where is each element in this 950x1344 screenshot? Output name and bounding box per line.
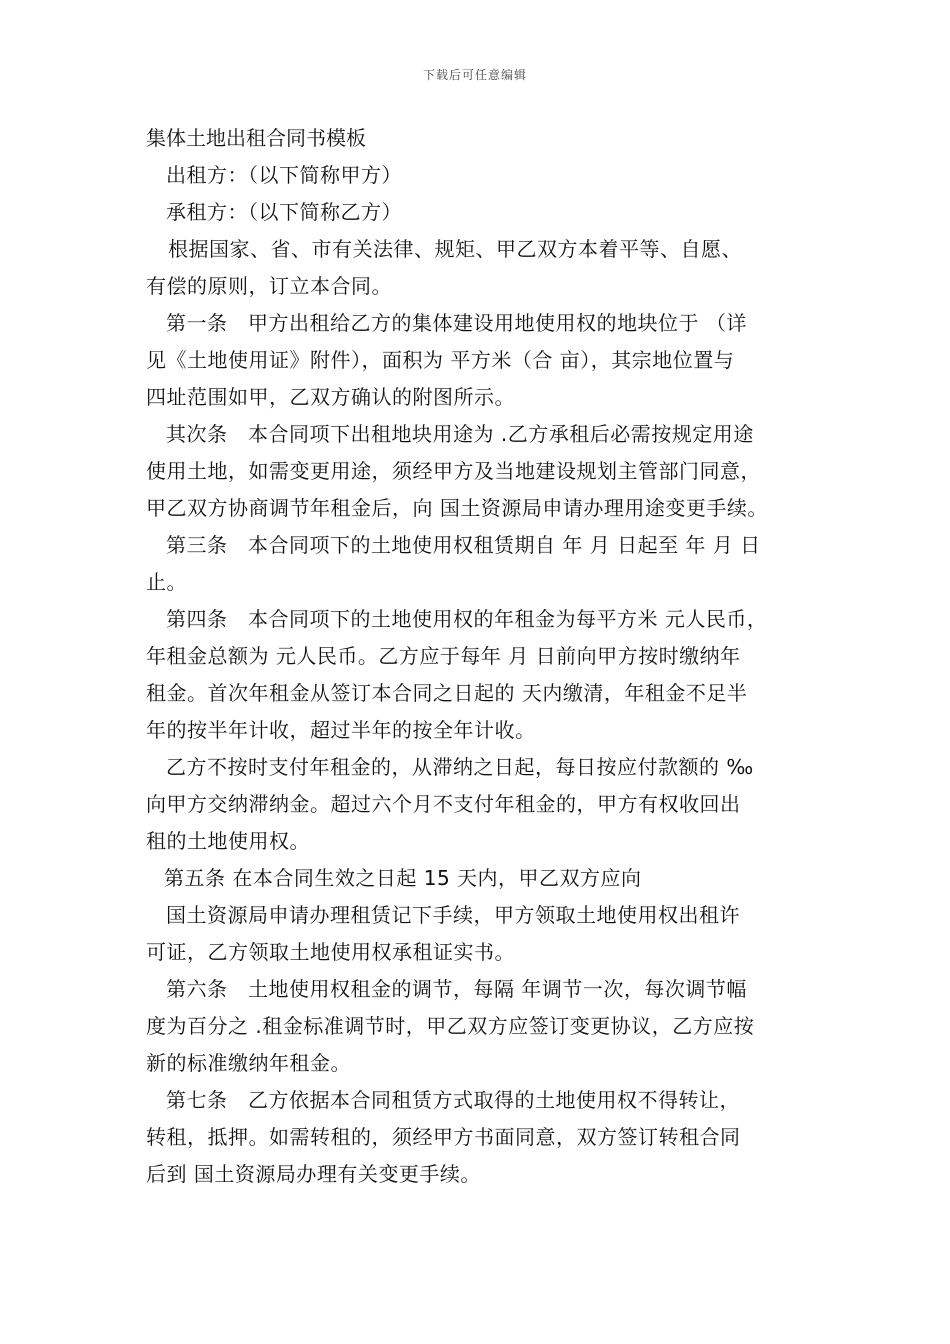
article-6-line: 度为百分之 .租金标准调节时，甲乙双方应签订变更协议，乙方应按 — [146, 1014, 755, 1038]
article-2-line: 使用土地，如需变更用途，须经甲方及当地建设规划主管部门同意， — [146, 459, 761, 483]
article-5-line: 可证，乙方领取土地使用权承租证实书。 — [146, 940, 515, 964]
article-4-line: 租金。首次年租金从签订本合同之日起的 天内缴清，年租金不足半 — [146, 681, 748, 705]
document-title: 集体土地出租合同书模板 — [146, 126, 366, 150]
article-3-line: 第三条 本合同项下的土地使用权租赁期自 年 月 日起至 年 月 日 — [166, 533, 761, 557]
article-5-line: 第五条 在本合同生效之日起 15 天内，甲乙双方应向 — [164, 866, 642, 890]
article-4-line: 年的按半年计收，超过半年的按全年计收。 — [146, 718, 536, 742]
penalty-line: 乙方不按时支付年租金的，从滞纳之日起，每日按应付款额的 ‰ — [166, 755, 754, 779]
lessee-line: 承租方：（以下简称乙方） — [166, 200, 402, 224]
article-1-line: 见《土地使用证》附件），面积为 平方米（合 亩），其宗地位置与 — [146, 348, 735, 372]
article-3-line: 止。 — [146, 570, 187, 594]
document-body — [146, 120, 816, 1193]
article-2-line: 其次条 本合同项下出租地块用途为 .乙方承租后必需按规定用途 — [166, 422, 754, 446]
article-5-line: 国土资源局申请办理租赁记下手续，甲方领取土地使用权出租许 — [166, 903, 740, 927]
paragraph-line: 有偿的原则，订立本合同。 — [146, 274, 392, 298]
article-4-line: 第四条 本合同项下的土地使用权的年租金为每平方米 元人民币， — [166, 607, 768, 631]
article-7-line: 后到 国土资源局办理有关变更手续。 — [146, 1162, 481, 1186]
article-7-line: 第七条 乙方依据本合同租赁方式取得的土地使用权不得转让， — [166, 1088, 740, 1112]
penalty-line: 向甲方交纳滞纳金。超过六个月不支付年租金的，甲方有权收回出 — [146, 792, 741, 816]
article-4-line: 年租金总额为 元人民币。乙方应于每年 月 日前向甲方按时缴纳年 — [146, 644, 741, 668]
article-7-line: 转租，抵押。如需转租的，须经甲方书面同意，双方签订转租合同 — [146, 1125, 741, 1149]
penalty-line: 租的土地使用权。 — [146, 829, 310, 853]
paragraph-line: 根据国家、省、市有关法律、规矩、甲乙双方本着平等、自愿、 — [168, 237, 742, 261]
article-1-line: 四址范围如甲，乙双方确认的附图所示。 — [146, 385, 515, 409]
article-6-line: 第六条 土地使用权租金的调节，每隔 年调节一次，每次调节幅 — [166, 977, 747, 1001]
article-1-line: 第一条 甲方出租给乙方的集体建设用地使用权的地块位于 （详 — [166, 311, 747, 335]
article-6-line: 新的标准缴纳年租金。 — [146, 1051, 351, 1075]
article-2-line: 甲乙双方协商调节年租金后，向 国土资源局申请办理用途变更手续。 — [146, 496, 768, 520]
header-note: 下载后可任意编辑 — [422, 68, 527, 82]
lessor-line: 出租方：（以下简称甲方） — [166, 163, 402, 187]
